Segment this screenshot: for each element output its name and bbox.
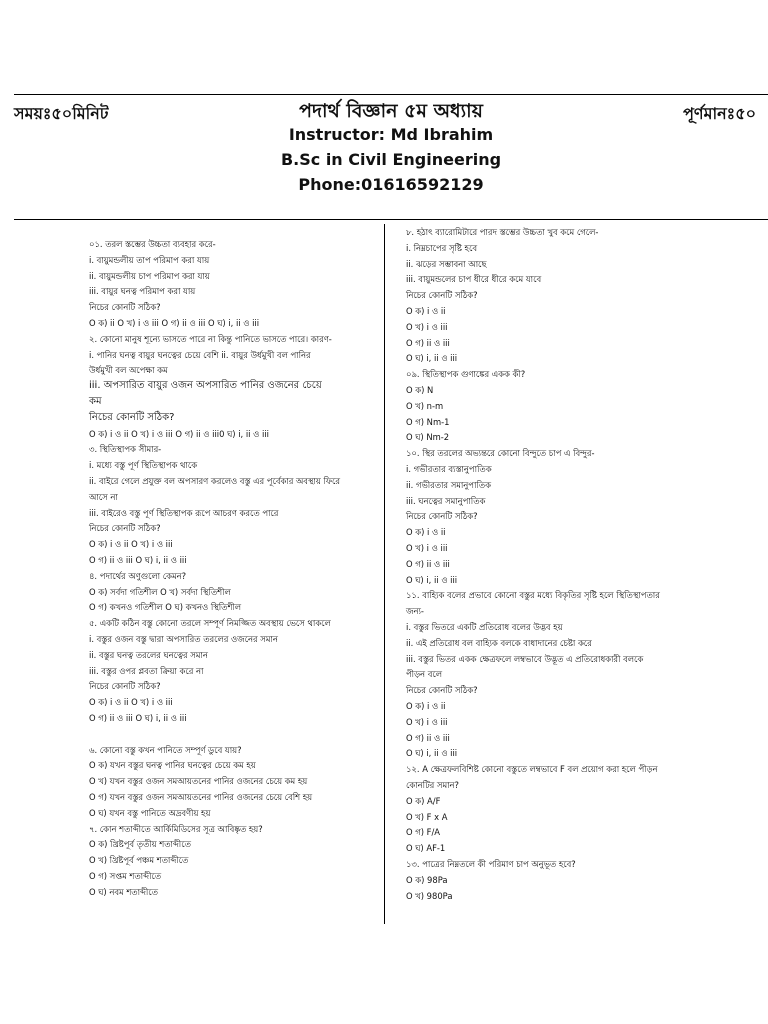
question-line: O ঘ) AF-1 xyxy=(406,843,446,854)
question-line: জন্য- xyxy=(406,606,424,617)
question-line: iii. অপসারিত বায়ুর ওজন অপসারিত পানির ওজনের চেয়ে xyxy=(89,380,322,392)
exam-time: সময়ঃ৫০মিনিট xyxy=(14,104,109,123)
question-line: O খ) n-m xyxy=(406,400,444,411)
question-line: O খ) F x A xyxy=(406,811,448,822)
question-line: i. পানির ঘনত্ব বায়ুর ঘনত্বের চেয়ে বেশি ii. বায়ুর উর্ধমুখী বল পানির xyxy=(89,349,311,360)
question-line: ii. বাইরে গেলে প্রযুক্ত বল অপসারণ করলেও বস্তু এর পূর্বেকার অবস্থায় ফিরে xyxy=(89,476,341,486)
question-line: O গ) F/A xyxy=(406,827,441,838)
question-line: ii. ঝড়ের সম্ভাবনা আছে xyxy=(406,258,487,269)
question-line: O ঘ) i, ii ও iii xyxy=(406,748,458,759)
question-line: O গ) ii ও iii xyxy=(406,337,450,348)
question-line: ৫. একটি কঠিন বস্তু কোনো তরলে সম্পূর্ণ নিমজ্জিত অবস্থায় ভেসে থাকলে xyxy=(89,618,331,629)
question-line: কম xyxy=(89,396,102,407)
question-line: ৭. কোন শতাব্দীতে আর্কিমিডিসের সূত্র আবিষ্কৃত হয়? xyxy=(89,823,263,834)
question-line: iii. বায়ুমন্ডলের চাপ ধীরে ধীরে কমে যাবে xyxy=(406,274,542,285)
question-line: O ক) A/F xyxy=(406,795,441,806)
question-line: O ক) ii O খ) i ও iii O গ) ii ও iii O ঘ) i, ii ও iii xyxy=(89,318,260,328)
question-line: O ক) i ও ii O খ) i ও iii xyxy=(89,539,173,550)
question-line: iii. ঘনত্বের সমানুপাতিক xyxy=(406,495,486,506)
question-line: ii. বস্তুর ঘনত্ব তরলের ঘনত্বের সমান xyxy=(89,649,208,660)
question-line: O ঘ) নবম শতাব্দীতে xyxy=(89,886,158,897)
question-line: নিচের কোনটি সঠিক? xyxy=(406,290,478,301)
question-line: ii. গভীরতার সমানুপাতিক xyxy=(406,479,491,490)
question-line: ০৯. স্থিতিস্থাপক গুণাঙ্কের একক কী? xyxy=(406,369,526,380)
question-line: নিচের কোনটি সঠিক? xyxy=(406,685,478,696)
question-line: ii. এই প্রতিরোধ বল বাহ্যিক বলকে বাধাদানের চেষ্টা করে xyxy=(406,637,592,648)
question-line: O ঘ) i, ii ও iii xyxy=(406,353,458,364)
question-line: iii. বায়ুর ঘনত্ব পরিমাপ করা যায় xyxy=(89,286,196,297)
instructor-line: Instructor: Md Ibrahim xyxy=(288,125,494,144)
question-line: ১১. বাহ্যিক বলের প্রভাবে কোনো বস্তুর মধ্যে বিকৃতির সৃষ্টি হলে স্থিতিস্থাপতার xyxy=(406,590,660,601)
page-title: পদার্থ বিজ্ঞান ৫ম অধ্যায় xyxy=(299,100,483,122)
question-line: ৮. হঠাৎ ব্যারোমিটারে পারদ স্তম্ভের উচ্চতা খুব কমে গেলে- xyxy=(406,227,599,237)
question-line: O ঘ) যখন বস্তু পানিতে অদ্রবণীয় হয় xyxy=(89,807,211,818)
question-line: O ক) যখন বস্তুর ঘনত্ব পানির ঘনত্বের চেয়ে কম হয় xyxy=(89,760,256,771)
question-line: ১২. A ক্ষেত্রফলবিশিষ্ট কোনো বস্তুতে লম্বভাবে F বল প্রয়োগ করা হলে পীড়ন xyxy=(406,764,658,775)
question-line: O খ) i ও iii xyxy=(406,321,448,332)
question-line: নিচের কোনটি সঠিক? xyxy=(89,411,175,423)
question-line: ৩. স্থিতিস্থাপক সীমার- xyxy=(89,444,162,455)
column-divider xyxy=(384,224,385,924)
question-line: O খ) যখন বস্তুর ওজন সমআয়তনের পানির ওজনের চেয়ে কম হয় xyxy=(89,776,308,787)
question-line: O ক) সর্বদা গতিশীল O খ) সর্বদা স্থিতিশীল xyxy=(89,586,231,597)
question-line: O গ) ii ও iii xyxy=(406,732,450,743)
degree-line: B.Sc in Civil Engineering xyxy=(280,150,502,169)
question-line: O ঘ) Nm-2 xyxy=(406,432,450,443)
question-line: O ক) i ও ii xyxy=(406,306,446,316)
question-line: O ক) খ্রিষ্টপূর্ব তৃতীয় শতাব্দীতে xyxy=(89,839,191,850)
question-line: O খ) i ও iii xyxy=(406,543,448,553)
full-marks: পূর্ণমানঃ৫০ xyxy=(683,104,756,123)
phone-line: Phone:01616592129 xyxy=(298,175,484,194)
question-line: i. গভীরতার ব্যস্তানুপাতিক xyxy=(406,464,492,474)
question-line: i. বস্তুর ভিতরে একটি প্রতিরোধ বলের উদ্ভব হয় xyxy=(406,622,563,632)
question-line: O গ) ii ও iii O ঘ) i, ii ও iii xyxy=(89,713,187,723)
question-line: iii. বস্তুর ওপর প্লবতা ক্রিয়া করে না xyxy=(89,665,204,676)
question-line: O খ) 980Pa xyxy=(406,890,453,901)
question-line: ২. কোনো মানুষ শূন্যে ভাসতে পারে না কিন্তু পানিতে ভাসতে পারে। কারণ- xyxy=(89,333,332,344)
question-line: ১৩. পাত্রের নিম্নতলে কী পরিমাণ চাপ অনুভূত হবে? xyxy=(406,859,576,869)
question-line: i. বস্তুর ওজন বস্তু দ্বারা অপসারিত তরলের ওজনের সমান xyxy=(89,634,278,644)
question-line: O ক) i ও ii O খ) i ও iii O গ) ii ও iii0 ঘ) i, ii ও iii xyxy=(89,428,269,439)
question-line: ০১. তরল স্তম্ভের উচ্চতা ব্যবহার করে- xyxy=(89,239,216,249)
question-line: O খ) খ্রিষ্টপূর্ব পঞ্চম শতাব্দীতে xyxy=(89,855,189,866)
question-line: ৪. পদার্থের অণুগুলো কেমন? xyxy=(89,570,187,581)
question-line: পীড়ন বলে xyxy=(406,669,442,680)
question-line: নিচের কোনটি সঠিক? xyxy=(89,523,161,534)
question-line: O ক) i ও ii xyxy=(406,527,446,538)
question-line: iii. বস্তুর ভিতর একক ক্ষেত্রফলে লম্বভাবে উদ্ভূত এ প্রতিরোধকারী বলকে xyxy=(406,653,644,664)
question-line: O ক) i ও ii O খ) i ও iii xyxy=(89,697,173,708)
exam-header xyxy=(14,94,768,220)
question-line: কোনটির সমান? xyxy=(406,780,459,790)
question-line: O ক) 98Pa xyxy=(406,874,448,885)
question-line: O গ) Nm-1 xyxy=(406,416,450,427)
question-line: O গ) ii ও iii O ঘ) i, ii ও iii xyxy=(89,555,187,565)
question-line: ii. বায়ুমন্ডলীয় চাপ পরিমাপ করা যায় xyxy=(89,270,210,281)
question-line: ১০. স্থির তরলের অভ্যন্তরে কোনো বিন্দুতে চাপ এ বিন্দুর- xyxy=(406,448,595,459)
question-line: নিচের কোনটি সঠিক? xyxy=(406,511,478,522)
question-line: O ক) N xyxy=(406,385,434,395)
question-line: O ক) i ও ii xyxy=(406,701,446,711)
question-line: iii. বাইরেও বস্তু পূর্ণ স্থিতিস্থাপক রূপে আচরণ করতে পারে xyxy=(89,507,279,518)
question-line: O খ) i ও iii xyxy=(406,716,448,727)
question-line: O গ) ii ও iii xyxy=(406,558,450,569)
question-line: আসে না xyxy=(89,491,118,502)
question-line: i. নিম্নচাপের সৃষ্টি হবে xyxy=(406,242,477,253)
question-line: i. মধ্যে বস্তু পূর্ণ স্থিতিস্থাপক থাকে xyxy=(89,460,198,471)
question-line: নিচের কোনটি সঠিক? xyxy=(89,302,161,313)
question-line: O ঘ) i, ii ও iii xyxy=(406,574,458,585)
question-line: ৬. কোনো বস্তু কখন পানিতে সম্পূর্ণ ডুবে যায়? xyxy=(89,744,242,755)
question-line: নিচের কোনটি সঠিক? xyxy=(89,681,161,692)
question-line: O গ) কখনও গতিশীল O ঘ) কখনও স্থিতিশীল xyxy=(89,602,242,613)
question-line: O গ) যখন বস্তুর ওজন সমআয়তনের পানির ওজনের চেয়ে বেশি হয় xyxy=(89,792,313,802)
question-line: উর্ধমুখী বল অপেক্ষা কম xyxy=(89,365,168,376)
question-line: O গ) সপ্তম শতাব্দীতে xyxy=(89,871,161,881)
question-line: i. বায়ুমন্ডলীয় তাপ পরিমাপ করা যায় xyxy=(89,254,210,265)
